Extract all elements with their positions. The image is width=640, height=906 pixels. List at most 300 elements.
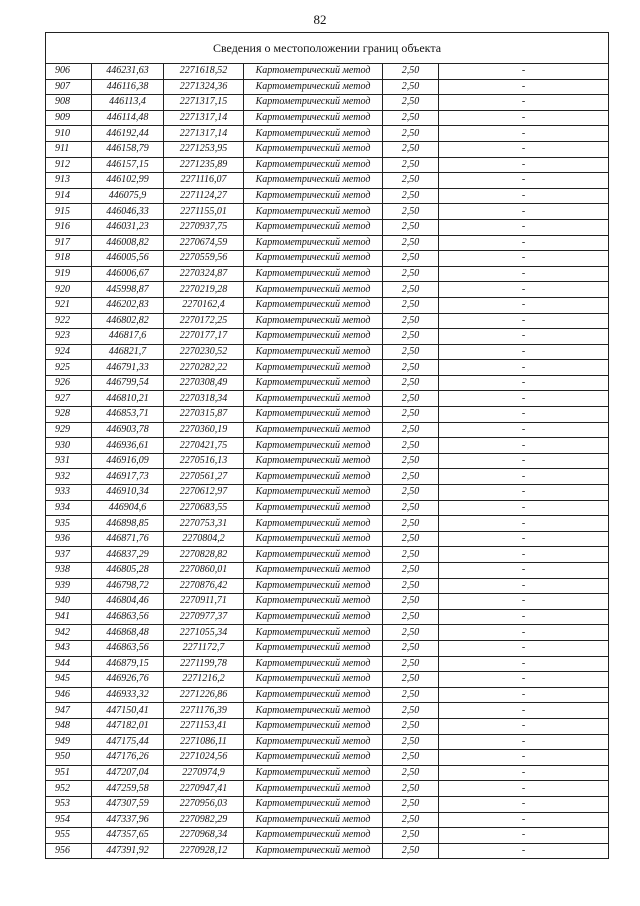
cell-description: - [439, 95, 609, 111]
cell-method: Картометрический метод [244, 282, 383, 298]
cell-method: Картометрический метод [244, 672, 383, 688]
cell-description: - [439, 64, 609, 80]
cell-point-number: 947 [46, 703, 92, 719]
cell-y-coordinate: 2271618,52 [164, 64, 244, 80]
cell-method: Картометрический метод [244, 828, 383, 844]
table-row [46, 266, 609, 282]
cell-y-coordinate: 2270516,13 [164, 453, 244, 469]
cell-accuracy: 2,50 [383, 157, 439, 173]
cell-x-coordinate: 446008,82 [92, 235, 164, 251]
cell-y-coordinate: 2271172,7 [164, 640, 244, 656]
cell-description: - [439, 313, 609, 329]
cell-x-coordinate: 446868,48 [92, 625, 164, 641]
cell-y-coordinate: 2270360,19 [164, 422, 244, 438]
cell-method: Картометрический метод [244, 79, 383, 95]
table-row [46, 640, 609, 656]
cell-y-coordinate: 2271226,86 [164, 687, 244, 703]
table-row [46, 407, 609, 423]
table-row [46, 126, 609, 142]
cell-accuracy: 2,50 [383, 438, 439, 454]
table-row [46, 391, 609, 407]
table-row [46, 344, 609, 360]
cell-y-coordinate: 2270318,34 [164, 391, 244, 407]
cell-y-coordinate: 2271116,07 [164, 173, 244, 189]
cell-point-number: 911 [46, 141, 92, 157]
cell-method: Картометрический метод [244, 687, 383, 703]
cell-y-coordinate: 2270308,49 [164, 375, 244, 391]
cell-x-coordinate: 446903,78 [92, 422, 164, 438]
cell-method: Картометрический метод [244, 422, 383, 438]
table-row [46, 609, 609, 625]
cell-accuracy: 2,50 [383, 110, 439, 126]
cell-method: Картометрический метод [244, 219, 383, 235]
cell-y-coordinate: 2270315,87 [164, 407, 244, 423]
cell-x-coordinate: 446799,54 [92, 375, 164, 391]
cell-point-number: 933 [46, 485, 92, 501]
cell-point-number: 942 [46, 625, 92, 641]
table-row [46, 360, 609, 376]
table-row [46, 578, 609, 594]
table-row [46, 750, 609, 766]
cell-y-coordinate: 2270753,31 [164, 516, 244, 532]
page-number: 82 [313, 12, 327, 27]
cell-method: Картометрический метод [244, 64, 383, 80]
cell-point-number: 931 [46, 453, 92, 469]
cell-point-number: 927 [46, 391, 92, 407]
cell-x-coordinate: 446805,28 [92, 563, 164, 579]
cell-y-coordinate: 2271235,89 [164, 157, 244, 173]
table-row [46, 516, 609, 532]
cell-y-coordinate: 2270804,2 [164, 531, 244, 547]
cell-x-coordinate: 447337,96 [92, 812, 164, 828]
cell-method: Картометрический метод [244, 204, 383, 220]
cell-x-coordinate: 446853,71 [92, 407, 164, 423]
cell-description: - [439, 188, 609, 204]
cell-accuracy: 2,50 [383, 282, 439, 298]
cell-accuracy: 2,50 [383, 796, 439, 812]
cell-y-coordinate: 2270937,75 [164, 219, 244, 235]
cell-point-number: 909 [46, 110, 92, 126]
cell-method: Картометрический метод [244, 453, 383, 469]
table-title-row [46, 33, 609, 64]
table-title: Сведения о местоположении границ объекта [46, 33, 609, 64]
cell-method: Картометрический метод [244, 500, 383, 516]
cell-method: Картометрический метод [244, 516, 383, 532]
cell-y-coordinate: 2270956,03 [164, 796, 244, 812]
cell-accuracy: 2,50 [383, 687, 439, 703]
cell-x-coordinate: 446933,32 [92, 687, 164, 703]
cell-method: Картометрический метод [244, 796, 383, 812]
cell-y-coordinate: 2271317,15 [164, 95, 244, 111]
cell-description: - [439, 266, 609, 282]
cell-method: Картометрический метод [244, 110, 383, 126]
cell-description: - [439, 796, 609, 812]
cell-point-number: 920 [46, 282, 92, 298]
cell-description: - [439, 469, 609, 485]
cell-point-number: 951 [46, 765, 92, 781]
cell-x-coordinate: 446791,33 [92, 360, 164, 376]
cell-x-coordinate: 446898,85 [92, 516, 164, 532]
cell-point-number: 955 [46, 828, 92, 844]
table-row [46, 812, 609, 828]
cell-y-coordinate: 2270559,56 [164, 251, 244, 267]
cell-method: Картометрический метод [244, 781, 383, 797]
table-row [46, 375, 609, 391]
cell-point-number: 921 [46, 297, 92, 313]
cell-accuracy: 2,50 [383, 79, 439, 95]
cell-description: - [439, 609, 609, 625]
table-row [46, 796, 609, 812]
cell-accuracy: 2,50 [383, 672, 439, 688]
cell-x-coordinate: 447182,01 [92, 718, 164, 734]
cell-x-coordinate: 446102,99 [92, 173, 164, 189]
cell-description: - [439, 360, 609, 376]
table-row [46, 79, 609, 95]
cell-point-number: 941 [46, 609, 92, 625]
cell-accuracy: 2,50 [383, 344, 439, 360]
cell-method: Картометрический метод [244, 485, 383, 501]
cell-method: Картометрический метод [244, 313, 383, 329]
table-row [46, 251, 609, 267]
cell-x-coordinate: 447307,59 [92, 796, 164, 812]
cell-x-coordinate: 446936,61 [92, 438, 164, 454]
cell-method: Картометрический метод [244, 235, 383, 251]
table-row [46, 204, 609, 220]
cell-point-number: 908 [46, 95, 92, 111]
table-row [46, 235, 609, 251]
cell-point-number: 939 [46, 578, 92, 594]
cell-accuracy: 2,50 [383, 594, 439, 610]
cell-description: - [439, 235, 609, 251]
cell-x-coordinate: 446192,44 [92, 126, 164, 142]
cell-x-coordinate: 447207,04 [92, 765, 164, 781]
cell-accuracy: 2,50 [383, 219, 439, 235]
cell-y-coordinate: 2271124,27 [164, 188, 244, 204]
cell-method: Картометрический метод [244, 578, 383, 594]
cell-point-number: 948 [46, 718, 92, 734]
cell-accuracy: 2,50 [383, 204, 439, 220]
cell-method: Картометрический метод [244, 141, 383, 157]
table-row [46, 173, 609, 189]
cell-description: - [439, 126, 609, 142]
cell-method: Картометрический метод [244, 469, 383, 485]
table-row [46, 718, 609, 734]
cell-description: - [439, 843, 609, 859]
cell-accuracy: 2,50 [383, 360, 439, 376]
cell-point-number: 954 [46, 812, 92, 828]
cell-description: - [439, 640, 609, 656]
cell-x-coordinate: 446046,33 [92, 204, 164, 220]
cell-point-number: 943 [46, 640, 92, 656]
table-row [46, 703, 609, 719]
table-row [46, 329, 609, 345]
cell-accuracy: 2,50 [383, 718, 439, 734]
cell-y-coordinate: 2270219,28 [164, 282, 244, 298]
cell-y-coordinate: 2270982,29 [164, 812, 244, 828]
cell-description: - [439, 812, 609, 828]
cell-point-number: 925 [46, 360, 92, 376]
cell-accuracy: 2,50 [383, 313, 439, 329]
cell-point-number: 922 [46, 313, 92, 329]
cell-point-number: 946 [46, 687, 92, 703]
cell-y-coordinate: 2271153,41 [164, 718, 244, 734]
table-row [46, 64, 609, 80]
table-row [46, 656, 609, 672]
cell-description: - [439, 563, 609, 579]
cell-point-number: 937 [46, 547, 92, 563]
cell-description: - [439, 578, 609, 594]
cell-method: Картометрический метод [244, 812, 383, 828]
cell-method: Картометрический метод [244, 594, 383, 610]
table-row [46, 734, 609, 750]
cell-accuracy: 2,50 [383, 812, 439, 828]
cell-description: - [439, 157, 609, 173]
cell-method: Картометрический метод [244, 656, 383, 672]
cell-x-coordinate: 446006,67 [92, 266, 164, 282]
cell-y-coordinate: 2270947,41 [164, 781, 244, 797]
cell-accuracy: 2,50 [383, 266, 439, 282]
cell-method: Картометрический метод [244, 375, 383, 391]
cell-point-number: 945 [46, 672, 92, 688]
table-row [46, 219, 609, 235]
cell-accuracy: 2,50 [383, 407, 439, 423]
table-row [46, 157, 609, 173]
table-row [46, 828, 609, 844]
cell-description: - [439, 407, 609, 423]
cell-y-coordinate: 2271317,14 [164, 110, 244, 126]
cell-x-coordinate: 446916,09 [92, 453, 164, 469]
cell-x-coordinate: 446871,76 [92, 531, 164, 547]
cell-accuracy: 2,50 [383, 422, 439, 438]
table-row [46, 765, 609, 781]
cell-y-coordinate: 2271024,56 [164, 750, 244, 766]
cell-description: - [439, 438, 609, 454]
cell-description: - [439, 594, 609, 610]
cell-y-coordinate: 2270683,55 [164, 500, 244, 516]
cell-accuracy: 2,50 [383, 235, 439, 251]
table-row [46, 438, 609, 454]
cell-description: - [439, 79, 609, 95]
cell-x-coordinate: 447357,65 [92, 828, 164, 844]
cell-description: - [439, 672, 609, 688]
cell-y-coordinate: 2270421,75 [164, 438, 244, 454]
cell-x-coordinate: 446202,83 [92, 297, 164, 313]
cell-y-coordinate: 2270612,97 [164, 485, 244, 501]
cell-point-number: 944 [46, 656, 92, 672]
cell-accuracy: 2,50 [383, 640, 439, 656]
table-row [46, 313, 609, 329]
cell-x-coordinate: 446863,56 [92, 640, 164, 656]
cell-point-number: 923 [46, 329, 92, 345]
cell-x-coordinate: 446798,72 [92, 578, 164, 594]
cell-method: Картометрический метод [244, 703, 383, 719]
table-row [46, 843, 609, 859]
table-row [46, 282, 609, 298]
cell-method: Картометрический метод [244, 438, 383, 454]
cell-accuracy: 2,50 [383, 703, 439, 719]
cell-method: Картометрический метод [244, 547, 383, 563]
cell-x-coordinate: 446075,9 [92, 188, 164, 204]
cell-accuracy: 2,50 [383, 297, 439, 313]
cell-point-number: 932 [46, 469, 92, 485]
cell-accuracy: 2,50 [383, 173, 439, 189]
cell-y-coordinate: 2270876,42 [164, 578, 244, 594]
cell-point-number: 940 [46, 594, 92, 610]
cell-x-coordinate: 446910,34 [92, 485, 164, 501]
cell-y-coordinate: 2270911,71 [164, 594, 244, 610]
cell-accuracy: 2,50 [383, 95, 439, 111]
cell-accuracy: 2,50 [383, 781, 439, 797]
cell-accuracy: 2,50 [383, 500, 439, 516]
cell-accuracy: 2,50 [383, 453, 439, 469]
cell-point-number: 915 [46, 204, 92, 220]
cell-method: Картометрический метод [244, 843, 383, 859]
cell-point-number: 919 [46, 266, 92, 282]
cell-point-number: 916 [46, 219, 92, 235]
cell-point-number: 913 [46, 173, 92, 189]
cell-y-coordinate: 2271317,14 [164, 126, 244, 142]
cell-y-coordinate: 2271324,36 [164, 79, 244, 95]
cell-point-number: 907 [46, 79, 92, 95]
cell-description: - [439, 531, 609, 547]
cell-description: - [439, 734, 609, 750]
cell-x-coordinate: 446837,29 [92, 547, 164, 563]
table-row [46, 141, 609, 157]
cell-accuracy: 2,50 [383, 188, 439, 204]
cell-method: Картометрический метод [244, 344, 383, 360]
cell-description: - [439, 625, 609, 641]
cell-y-coordinate: 2271055,34 [164, 625, 244, 641]
cell-description: - [439, 703, 609, 719]
cell-y-coordinate: 2270860,01 [164, 563, 244, 579]
cell-y-coordinate: 2271086,11 [164, 734, 244, 750]
table-row [46, 297, 609, 313]
cell-description: - [439, 110, 609, 126]
cell-description: - [439, 344, 609, 360]
boundary-coordinates-table [45, 32, 609, 859]
cell-method: Картометрический метод [244, 297, 383, 313]
cell-point-number: 956 [46, 843, 92, 859]
cell-method: Картометрический метод [244, 407, 383, 423]
cell-accuracy: 2,50 [383, 391, 439, 407]
cell-accuracy: 2,50 [383, 734, 439, 750]
cell-x-coordinate: 446005,56 [92, 251, 164, 267]
cell-description: - [439, 391, 609, 407]
cell-point-number: 952 [46, 781, 92, 797]
cell-method: Картометрический метод [244, 360, 383, 376]
cell-description: - [439, 547, 609, 563]
cell-accuracy: 2,50 [383, 609, 439, 625]
cell-y-coordinate: 2270977,37 [164, 609, 244, 625]
cell-y-coordinate: 2271216,2 [164, 672, 244, 688]
cell-x-coordinate: 446802,82 [92, 313, 164, 329]
cell-x-coordinate: 446917,73 [92, 469, 164, 485]
table-body [46, 33, 609, 859]
cell-point-number: 935 [46, 516, 92, 532]
table-row [46, 547, 609, 563]
cell-x-coordinate: 446158,79 [92, 141, 164, 157]
cell-x-coordinate: 446116,38 [92, 79, 164, 95]
cell-method: Картометрический метод [244, 251, 383, 267]
cell-description: - [439, 282, 609, 298]
cell-accuracy: 2,50 [383, 469, 439, 485]
cell-x-coordinate: 447176,26 [92, 750, 164, 766]
cell-x-coordinate: 446904,6 [92, 500, 164, 516]
cell-x-coordinate: 446114,48 [92, 110, 164, 126]
cell-y-coordinate: 2271199,78 [164, 656, 244, 672]
cell-description: - [439, 485, 609, 501]
cell-accuracy: 2,50 [383, 547, 439, 563]
cell-x-coordinate: 446810,21 [92, 391, 164, 407]
cell-accuracy: 2,50 [383, 828, 439, 844]
cell-y-coordinate: 2270561,27 [164, 469, 244, 485]
cell-method: Картометрический метод [244, 391, 383, 407]
table-row [46, 95, 609, 111]
cell-x-coordinate: 446231,63 [92, 64, 164, 80]
cell-accuracy: 2,50 [383, 656, 439, 672]
cell-description: - [439, 141, 609, 157]
cell-point-number: 953 [46, 796, 92, 812]
cell-description: - [439, 204, 609, 220]
cell-point-number: 924 [46, 344, 92, 360]
cell-x-coordinate: 446157,15 [92, 157, 164, 173]
cell-accuracy: 2,50 [383, 750, 439, 766]
cell-description: - [439, 422, 609, 438]
cell-y-coordinate: 2270828,82 [164, 547, 244, 563]
cell-method: Картометрический метод [244, 625, 383, 641]
cell-point-number: 926 [46, 375, 92, 391]
cell-x-coordinate: 446821,7 [92, 344, 164, 360]
cell-x-coordinate: 446863,56 [92, 609, 164, 625]
cell-y-coordinate: 2270974,9 [164, 765, 244, 781]
cell-method: Картометрический метод [244, 173, 383, 189]
cell-accuracy: 2,50 [383, 64, 439, 80]
cell-point-number: 929 [46, 422, 92, 438]
cell-method: Картометрический метод [244, 266, 383, 282]
cell-point-number: 928 [46, 407, 92, 423]
table-row [46, 594, 609, 610]
cell-method: Картометрический метод [244, 126, 383, 142]
cell-point-number: 912 [46, 157, 92, 173]
cell-point-number: 934 [46, 500, 92, 516]
cell-accuracy: 2,50 [383, 843, 439, 859]
cell-method: Картометрический метод [244, 734, 383, 750]
cell-accuracy: 2,50 [383, 531, 439, 547]
cell-accuracy: 2,50 [383, 251, 439, 267]
cell-method: Картометрический метод [244, 750, 383, 766]
cell-description: - [439, 656, 609, 672]
cell-accuracy: 2,50 [383, 329, 439, 345]
cell-y-coordinate: 2270324,87 [164, 266, 244, 282]
cell-point-number: 936 [46, 531, 92, 547]
cell-x-coordinate: 447391,92 [92, 843, 164, 859]
cell-method: Картометрический метод [244, 329, 383, 345]
cell-y-coordinate: 2270162,4 [164, 297, 244, 313]
cell-description: - [439, 453, 609, 469]
cell-method: Картометрический метод [244, 609, 383, 625]
cell-description: - [439, 750, 609, 766]
cell-accuracy: 2,50 [383, 625, 439, 641]
cell-method: Картометрический метод [244, 188, 383, 204]
cell-x-coordinate: 446031,23 [92, 219, 164, 235]
cell-description: - [439, 687, 609, 703]
cell-y-coordinate: 2270177,17 [164, 329, 244, 345]
cell-y-coordinate: 2271155,01 [164, 204, 244, 220]
cell-method: Картометрический метод [244, 563, 383, 579]
cell-description: - [439, 219, 609, 235]
cell-description: - [439, 173, 609, 189]
table-row [46, 687, 609, 703]
